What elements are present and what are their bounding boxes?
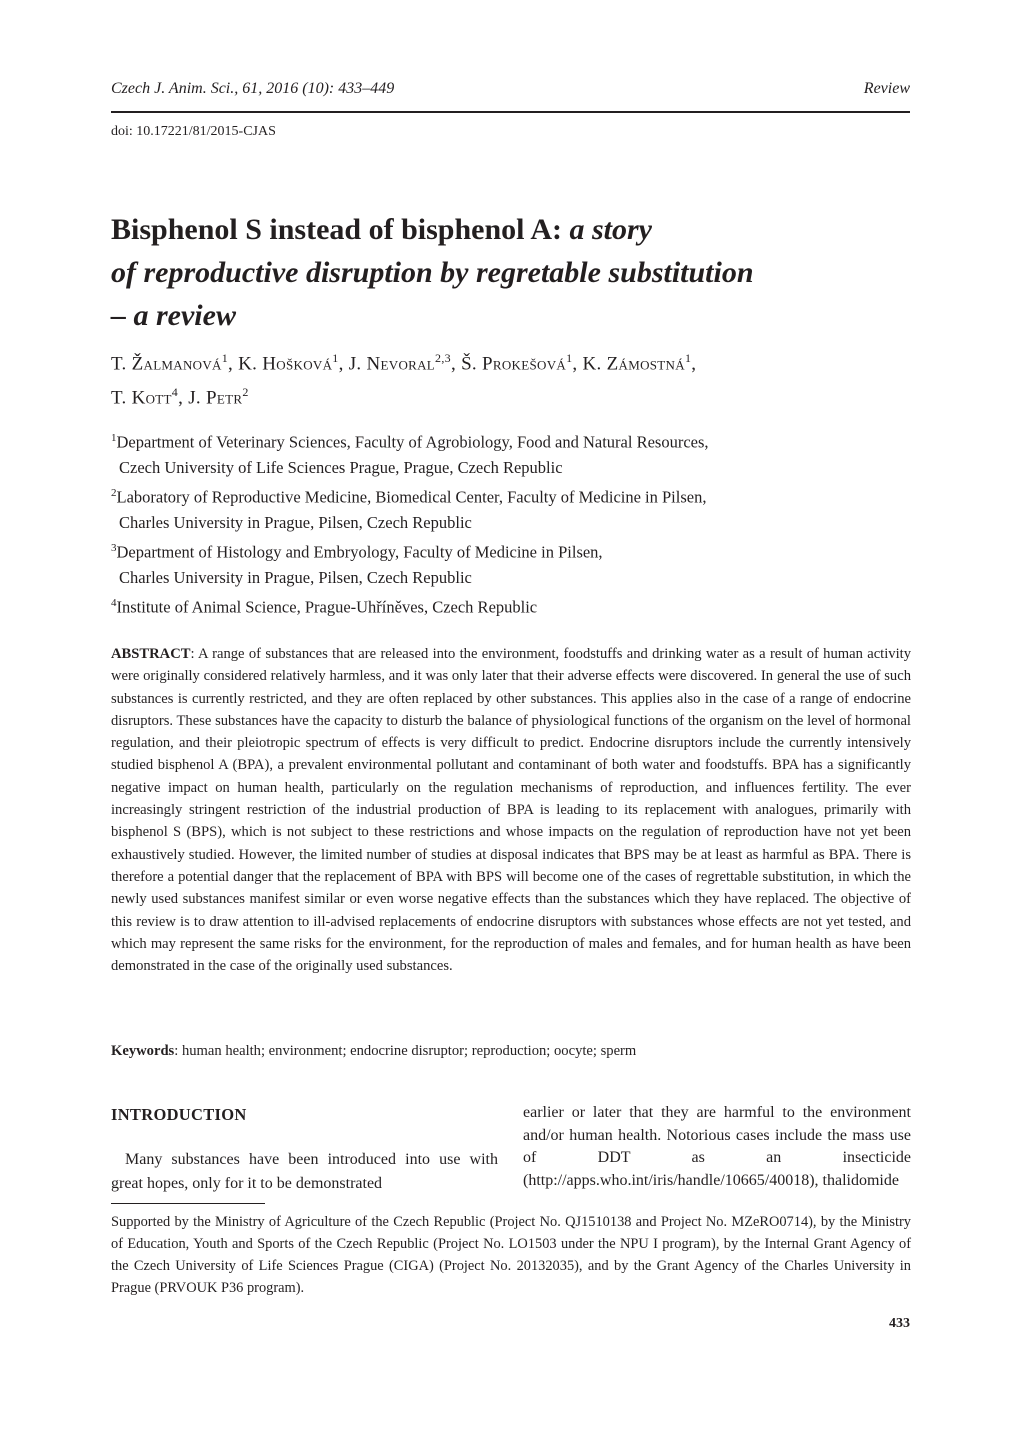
affiliation xyxy=(111,536,911,565)
section-label: Review xyxy=(863,80,910,97)
introduction-right-column xyxy=(523,1102,911,1192)
affiliation xyxy=(111,426,911,455)
abstract-label: ABSTRACT xyxy=(111,646,191,662)
doi: doi: 10.17221/81/2015-CJAS xyxy=(111,124,276,139)
affiliation-number: 3 xyxy=(111,541,117,554)
abstract xyxy=(111,643,911,977)
affiliation xyxy=(111,481,911,510)
introduction-paragraph: earlier or later that they are harmful to the environment and/or human health. Notorious cases include the mass use of DDT as an insecticide (http://apps.who.int/iris/handle/10665/40018), thalidomide xyxy=(523,1104,911,1189)
author-affiliation-ref: 1 xyxy=(566,351,573,365)
author: J. Petr xyxy=(188,387,243,409)
affiliation-number: 1 xyxy=(111,432,117,444)
page-number: 433 xyxy=(889,1316,910,1331)
title-bold-part: Bisphenol S instead of bisphenol A: xyxy=(111,213,562,246)
affiliation-line: Charles University in Prague, Pilsen, Czech Republic xyxy=(119,513,472,533)
affiliation xyxy=(111,591,911,620)
author-affiliation-ref: 2,3 xyxy=(435,351,451,365)
affiliation-number: 2 xyxy=(111,486,117,499)
introduction-paragraph: Many substances have been introduced into use with great hopes, only for it to be demonstrated xyxy=(111,1151,498,1192)
affiliation-line: Czech University of Life Sciences Prague, Prague, Czech Republic xyxy=(119,458,563,478)
author-affiliation-ref: 2 xyxy=(242,385,249,400)
article-title xyxy=(111,208,911,337)
affiliations xyxy=(111,426,911,620)
author: Š. Prokešová xyxy=(461,353,567,375)
affiliation-line: Laboratory of Reproductive Medicine, Biomedical Center, Faculty of Medicine in Pilsen, xyxy=(116,487,707,507)
author-affiliation-ref: 4 xyxy=(171,385,179,400)
author: T. Žalmanová xyxy=(111,353,222,375)
affiliation-line: Charles University in Prague, Pilsen, Czech Republic xyxy=(119,568,472,588)
title-line-3: – a review xyxy=(111,299,236,332)
author: K. Zámostná xyxy=(582,353,685,375)
journal-citation: Czech J. Anim. Sci., 61, 2016 (10): 433–449 xyxy=(111,80,395,97)
header-divider xyxy=(111,111,910,113)
author: J. Nevoral xyxy=(348,353,436,375)
affiliation-line: Department of Veterinary Sciences, Faculty of Agrobiology, Food and Natural Resources, xyxy=(116,432,709,452)
author-affiliation-ref: 1 xyxy=(221,351,229,365)
keywords-text: : human health; environment; endocrine disruptor; reproduction; oocyte; sperm xyxy=(174,1043,637,1059)
introduction-left-column xyxy=(111,1148,498,1196)
funding-footnote: Supported by the Ministry of Agriculture of the Czech Republic (Project No. QJ1510138 and Project No. MZeRO0714), by the Ministry of Education, Youth and Sports of the Czech Republic (Project No. LO1503 under the NPU I program), by the Internal Grant Agency of the Czech University of Life Sciences Prague (CIGA) (Project No. 20132035), and by the Grant Agency of the Charles University in Prague (PRVOUK P36 program). xyxy=(111,1214,911,1296)
author-affiliation-ref: 1 xyxy=(684,351,692,365)
author: K. Hošková xyxy=(238,353,333,375)
title-italic-part: a story xyxy=(561,213,652,246)
author-affiliation-ref: 1 xyxy=(332,351,339,365)
keywords-label: Keywords xyxy=(111,1043,175,1059)
footnote-divider xyxy=(111,1203,265,1204)
author-list: T. Žalmanová$^1$, K. Hošková$^1$, J. Nevoral$^{2,3}$, Š. Prokešová$^1$, K. Zámostná$^1$, T. Kott$^4$, J. Petr$^2$ xyxy=(111,351,697,409)
title-line-2: of reproductive disruption by regretable substitution xyxy=(111,256,754,289)
introduction-heading: INTRODUCTION xyxy=(111,1105,247,1124)
affiliation-line: Institute of Animal Science, Prague-Uhříněves, Czech Republic xyxy=(116,597,538,617)
abstract-text: : A range of substances that are released into the environment, foodstuffs and drinking water as a result of human activity were originally considered relatively harmless, and it was only later that their adverse effects were discovered. In general the use of such substances is currently restricted, and they are often replaced by other substances. This applies also in the case of a range of endocrine disruptors. These substances have the capacity to disturb the balance of physiological functions of the organism on the level of hormonal regulation, and their pleiotropic spectrum of effects is very difficult to predict. Endocrine disruptors include the currently intensively studied bisphenol A (BPA), a prevalent environmental pollutant and contaminant of both water and foodstuffs. BPA has a significantly negative impact on human health, particularly on the regulation mechanisms of reproduction, and influences fertility. The ever increasingly stringent restriction of the industrial production of BPA is leading to its replacement with analogues, primarily with bisphenol S (BPS), which is not subject to these restrictions and whose impacts on the regulation of reproduction have not yet been exhaustively studied. However, the limited number of studies at disposal indicates that BPS may be at least as harmful as BPA. There is therefore a potential danger that the replacement of BPA with BPS will become one of the cases of regrettable substitution, in which the newly used substances manifest similar or even worse negative effects than the substances which they have replaced. The objective of this review is to draw attention to ill-advised replacements of endocrine disruptors with substances whose effects are not yet tested, and which may represent the same risks for the environment, for the reproduction of males and females, and for human health as have been demonstrated in the case of the originally used substances. xyxy=(111,646,911,975)
keywords xyxy=(111,1043,911,1060)
affiliation-line: Department of Histology and Embryology, Faculty of Medicine in Pilsen, xyxy=(116,542,603,562)
affiliation-number: 4 xyxy=(111,596,117,609)
author: T. Kott xyxy=(111,387,172,409)
